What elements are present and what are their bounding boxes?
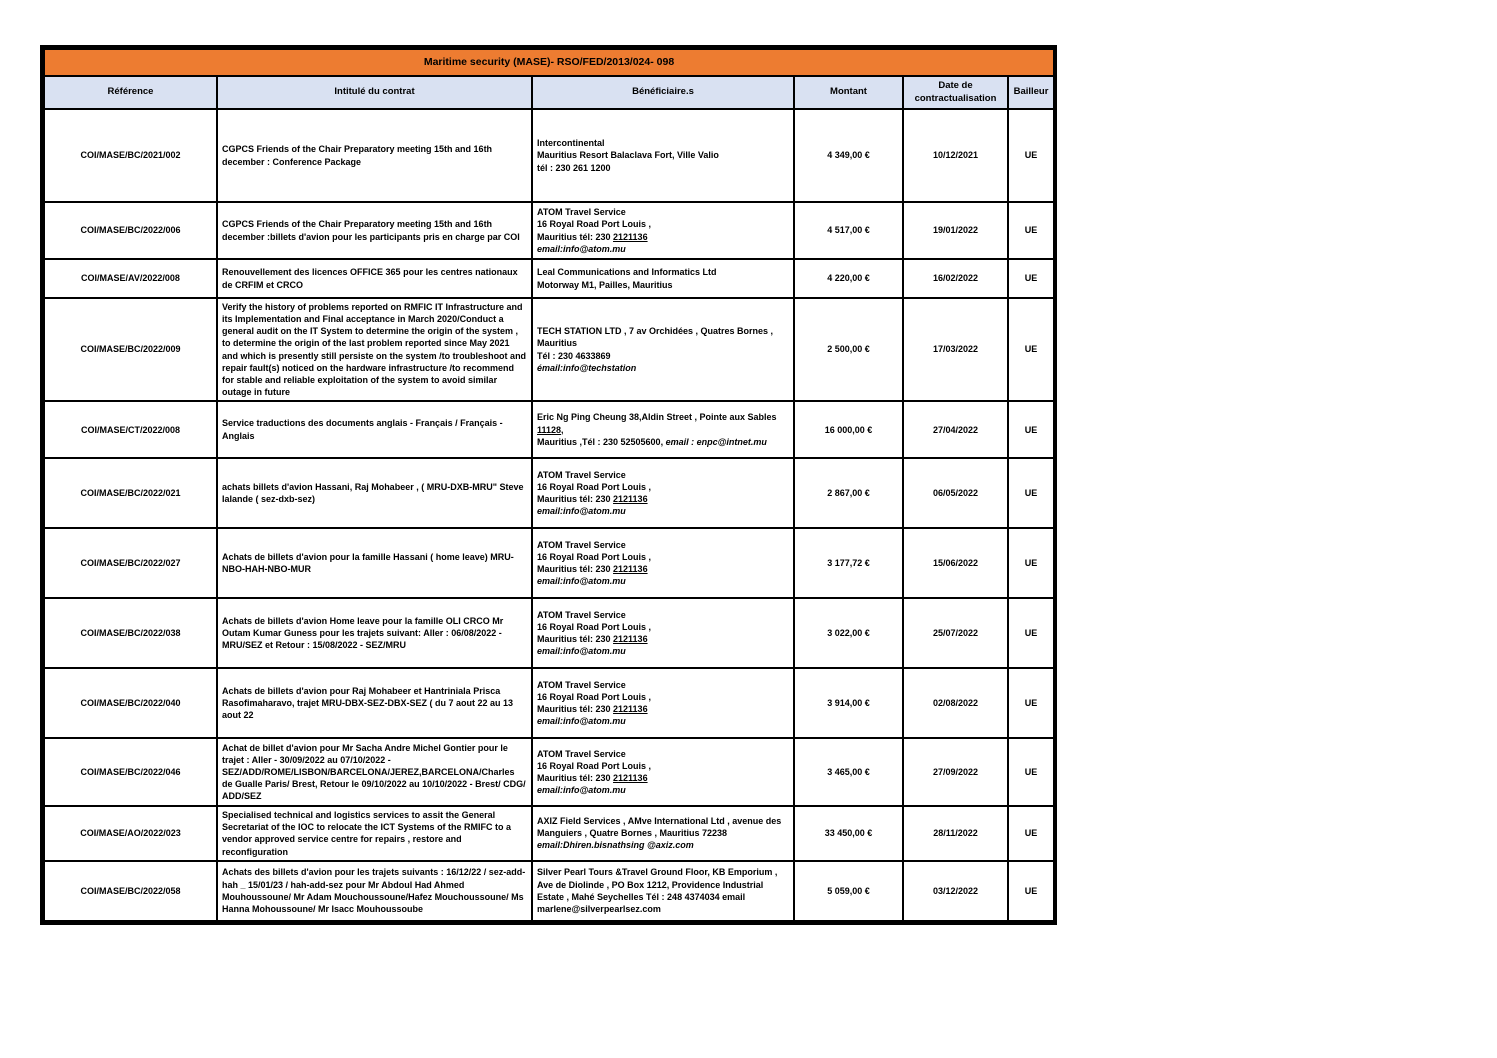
funder-cell: UE [1008,458,1054,528]
beneficiary-cell [532,528,794,598]
funder-cell: UE [1008,109,1054,202]
beneficiary-text-segment: AXIZ Field Services , AMve International Ltd , avenue des Manguiers , Quatre Bornes , Mauritius 72238 [537,816,782,839]
beneficiary-text-segment: email:info@atom.mu [537,506,626,517]
contract-cell: achats billets d'avion Hassani, Raj Mohabeer , ( MRU-DXB-MRU" Steve Ialande ( sez-dxb-sez) [217,458,532,528]
beneficiary-text-segment: 16 Royal Road Port Louis , [537,760,652,771]
column-header-reference: Référence [44,76,217,109]
beneficiary-cell [532,109,794,202]
beneficiary-text-segment: 2121136 [613,231,648,242]
beneficiary-line [537,325,789,349]
amount-cell: 3 465,00 € [794,738,903,806]
beneficiary-cell [532,202,794,259]
amount-cell: 4 517,00 € [794,202,903,259]
beneficiary-line [537,703,789,715]
beneficiary-line [537,436,789,448]
contract-cell: Service traductions des documents anglais - Français / Français -Anglais [217,401,532,458]
reference-cell: COI/MASE/BC/2022/027 [44,528,217,598]
table-title: Maritime security (MASE)- RSO/FED/2013/024- 098 [44,49,1054,76]
beneficiary-line [537,539,789,551]
beneficiary-text-segment: Mauritius tél: 230 [537,634,614,645]
beneficiary-line [537,481,789,493]
beneficiary-cell [532,298,794,401]
reference-cell: COI/MASE/BC/2022/040 [44,668,217,738]
contract-cell: Achats des billets d'avion pour les trajets suivants : 16/12/22 / sez-add-hah _ 15/01/23 / hah-add-sez pour Mr Abdoul Had Ahmed Mouhoussoune/ Mr Adam Mouchoussoune/Hafez Mouchoussoune/ Ms Hanna Mohoussoune/ Mr Isacc Mouhoussoube [217,861,532,921]
contracts-table [43,48,1055,922]
beneficiary-cell [532,668,794,738]
beneficiary-line [537,633,789,645]
beneficiary-text-segment: Mauritius tél: 230 [537,231,614,242]
column-header-beneficiary: Bénéficiaire.s [532,76,794,109]
beneficiary-text-segment: 2121136 [613,564,648,575]
beneficiary-text-segment: Silver Pearl Tours &Travel Ground Floor, KB Emporium , Ave de Diolinde , PO Box 1212, Providence Industrial Estate , Mahé Seychelles Tél : 248 4374034 email marlene@silverpearlsez.com [537,867,778,914]
funder-cell: UE [1008,202,1054,259]
beneficiary-text-segment: 2121136 [613,494,648,505]
funder-cell: UE [1008,861,1054,921]
amount-cell: 33 450,00 € [794,806,903,861]
date-cell: 02/08/2022 [903,668,1008,738]
beneficiary-cell [532,598,794,668]
table-row [44,109,1054,202]
column-header-row [44,76,1054,109]
reference-cell: COI/MASE/BC/2022/006 [44,202,217,259]
contract-cell: CGPCS Friends of the Chair Preparatory meeting 15th and 16th december :billets d'avion pour les participants pris en charge par COI [217,202,532,259]
beneficiary-line [537,411,789,435]
beneficiary-text-segment: email:info@atom.mu [537,716,626,727]
beneficiary-line [537,839,789,851]
beneficiary-line [537,206,789,218]
date-cell: 16/02/2022 [903,259,1008,298]
beneficiary-line [537,231,789,243]
column-header-contract: Intitulé du contrat [217,76,532,109]
table-row [44,458,1054,528]
reference-cell: COI/MASE/BC/2022/009 [44,298,217,401]
beneficiary-text-segment: Mauritius tél: 230 [537,494,614,505]
beneficiary-line [537,469,789,481]
contract-cell: Verify the history of problems reported on RMFIC IT Infrastructure and its Implementation and Final acceptance in March 2020/Conduct a general audit on the IT System to determine the origin of the system , to determine the origin of the last problem reported since May 2021 and which is presently still persiste on the system /to troubleshoot and repair fault(s) noticed on the hardware infrastructure /to recommend for stable and reliable exploitation of the system to avoid similar outage in future [217,298,532,401]
beneficiary-line [537,162,789,174]
reference-cell: COI/MASE/BC/2022/046 [44,738,217,806]
funder-cell: UE [1008,668,1054,738]
reference-cell: COI/MASE/BC/2022/058 [44,861,217,921]
beneficiary-text-segment: 16 Royal Road Port Louis , [537,219,652,230]
table-row [44,598,1054,668]
reference-cell: COI/MASE/BC/2022/021 [44,458,217,528]
beneficiary-line [537,218,789,230]
date-cell: 28/11/2022 [903,806,1008,861]
beneficiary-line [537,715,789,727]
date-cell: 17/03/2022 [903,298,1008,401]
funder-cell: UE [1008,401,1054,458]
beneficiary-cell [532,738,794,806]
beneficiary-text-segment: ATOM Travel Service [537,748,626,759]
beneficiary-text-segment: émail:info@techstation [537,362,637,373]
beneficiary-text-segment: Intercontinental [537,138,605,149]
beneficiary-text-segment: Mauritius tél: 230 [537,564,614,575]
reference-cell: COI/MASE/AV/2022/008 [44,259,217,298]
contract-cell: Specialised technical and logistics services to assit the General Secretariat of the IOC to relocate the ICT Systems of the RMIFC to a vendor approved service centre for repairs , restore and reconfiguration [217,806,532,861]
date-cell: 15/06/2022 [903,528,1008,598]
beneficiary-text-segment: 16 Royal Road Port Louis , [537,621,652,632]
amount-cell: 3 022,00 € [794,598,903,668]
table-head [44,49,1054,109]
date-cell: 19/01/2022 [903,202,1008,259]
beneficiary-line [537,691,789,703]
beneficiary-line [537,149,789,161]
beneficiary-line [537,279,789,291]
beneficiary-text-segment: Mauritius tél: 230 [537,704,614,715]
amount-cell: 16 000,00 € [794,401,903,458]
funder-cell: UE [1008,806,1054,861]
beneficiary-line [537,362,789,374]
reference-cell: COI/MASE/CT/2022/008 [44,401,217,458]
table-row [44,806,1054,861]
beneficiary-text-segment: email:Dhiren.bisnathsing @axiz.com [537,840,694,851]
beneficiary-text-segment: ATOM Travel Service [537,539,626,550]
contract-cell: Renouvellement des licences OFFICE 365 pour les centres nationaux de CRFIM et CRCO [217,259,532,298]
beneficiary-line [537,621,789,633]
table-row [44,668,1054,738]
beneficiary-text-segment: 2121136 [613,634,648,645]
column-header-date: Date de contractualisation [903,76,1008,109]
table-row [44,259,1054,298]
beneficiary-text-segment: ATOM Travel Service [537,207,626,218]
beneficiary-text-segment: email : enpc@intnet.mu [665,436,767,447]
contract-cell: CGPCS Friends of the Chair Preparatory meeting 15th and 16th december : Conference Package [217,109,532,202]
beneficiary-line [537,760,789,772]
beneficiary-text-segment: email:info@atom.mu [537,785,626,796]
beneficiary-text-segment: Tél : 230 4633869 [537,350,611,361]
beneficiary-text-segment: ATOM Travel Service [537,679,626,690]
reference-cell: COI/MASE/BC/2021/002 [44,109,217,202]
beneficiary-line [537,772,789,784]
beneficiary-line [537,137,789,149]
beneficiary-text-segment: 16 Royal Road Port Louis , [537,691,652,702]
beneficiary-text-segment: 16 Royal Road Port Louis , [537,481,652,492]
reference-cell: COI/MASE/BC/2022/038 [44,598,217,668]
table-row [44,202,1054,259]
beneficiary-text-segment: Motorway M1, Pailles, Mauritius [537,279,673,290]
funder-cell: UE [1008,738,1054,806]
contract-cell: Achat de billet d'avion pour Mr Sacha Andre Michel Gontier pour le trajet : Aller - 30/09/2022 au 07/10/2022 - SEZ/ADD/ROME/LISBON/BARCELONA/JEREZ,BARCELONA/Charles de Gualle Paris/ Brest, Retour le 09/10/2022 au 10/10/2022 - Brest/ CDG/ ADD/SEZ [217,738,532,806]
beneficiary-text-segment: 2121136 [613,704,648,715]
amount-cell: 3 914,00 € [794,668,903,738]
beneficiary-text-segment: 16 Royal Road Port Louis , [537,551,652,562]
beneficiary-text-segment: 2121136 [613,773,648,784]
beneficiary-line [537,866,789,915]
beneficiary-line [537,815,789,839]
beneficiary-cell [532,401,794,458]
date-cell: 27/09/2022 [903,738,1008,806]
beneficiary-line [537,575,789,587]
beneficiary-text-segment: , [561,424,564,435]
beneficiary-cell [532,806,794,861]
date-cell: 27/04/2022 [903,401,1008,458]
table-row [44,528,1054,598]
beneficiary-text-segment: Mauritius Resort Balaclava Fort, Ville Valio [537,150,719,161]
beneficiary-line [537,350,789,362]
beneficiary-line [537,784,789,796]
beneficiary-text-segment: email:info@atom.mu [537,243,626,254]
beneficiary-text-segment: tél : 230 261 1200 [537,162,611,173]
table-body [44,109,1054,921]
beneficiary-line [537,551,789,563]
amount-cell: 2 867,00 € [794,458,903,528]
beneficiary-text-segment: TECH STATION LTD , 7 av Orchidées , Quatres Bornes , Mauritius [537,326,774,349]
beneficiary-line [537,266,789,278]
beneficiary-line [537,505,789,517]
beneficiary-text-segment: Mauritius ,Tél : 230 52505600, [537,436,666,447]
beneficiary-line [537,748,789,760]
beneficiary-text-segment: email:info@atom.mu [537,576,626,587]
date-cell: 03/12/2022 [903,861,1008,921]
beneficiary-line [537,645,789,657]
table-row [44,401,1054,458]
date-cell: 25/07/2022 [903,598,1008,668]
column-header-funder: Bailleur [1008,76,1054,109]
beneficiary-line [537,563,789,575]
funder-cell: UE [1008,528,1054,598]
funder-cell: UE [1008,598,1054,668]
beneficiary-text-segment: ATOM Travel Service [537,469,626,480]
beneficiary-line [537,609,789,621]
beneficiary-text-segment: 11128 [537,424,562,435]
date-cell: 06/05/2022 [903,458,1008,528]
title-row [44,49,1054,76]
reference-cell: COI/MASE/AO/2022/023 [44,806,217,861]
contract-cell: Achats de billets d'avion pour la famille Hassani ( home leave) MRU-NBO-HAH-NBO-MUR [217,528,532,598]
funder-cell: UE [1008,298,1054,401]
amount-cell: 3 177,72 € [794,528,903,598]
column-header-amount: Montant [794,76,903,109]
beneficiary-text-segment: email:info@atom.mu [537,646,626,657]
funder-cell: UE [1008,259,1054,298]
beneficiary-text-segment: Leal Communications and Informatics Ltd [537,267,717,278]
amount-cell: 4 349,00 € [794,109,903,202]
amount-cell: 2 500,00 € [794,298,903,401]
beneficiary-text-segment: ATOM Travel Service [537,609,626,620]
beneficiary-line [537,243,789,255]
contract-cell: Achats de billets d'avion pour Raj Mohabeer et Hantriniala Prisca Rasofimaharavo, trajet MRU-DBX-SEZ-DBX-SEZ ( du 7 aout 22 au 13 aout 22 [217,668,532,738]
contracts-sheet [40,45,1057,925]
contract-cell: Achats de billets d'avion Home leave pour la famille OLI CRCO Mr Outam Kumar Guness pour les trajets suivant: Aller : 06/08/2022 - MRU/SEZ et Retour : 15/08/2022 - SEZ/MRU [217,598,532,668]
date-cell: 10/12/2021 [903,109,1008,202]
beneficiary-text-segment: Eric Ng Ping Cheung 38,Aldin Street , Pointe aux Sables [537,412,777,423]
table-row [44,738,1054,806]
beneficiary-cell [532,861,794,921]
beneficiary-text-segment: Mauritius tél: 230 [537,773,614,784]
beneficiary-line [537,679,789,691]
amount-cell: 5 059,00 € [794,861,903,921]
amount-cell: 4 220,00 € [794,259,903,298]
table-row [44,298,1054,401]
beneficiary-cell [532,458,794,528]
beneficiary-cell [532,259,794,298]
beneficiary-line [537,493,789,505]
table-row [44,861,1054,921]
